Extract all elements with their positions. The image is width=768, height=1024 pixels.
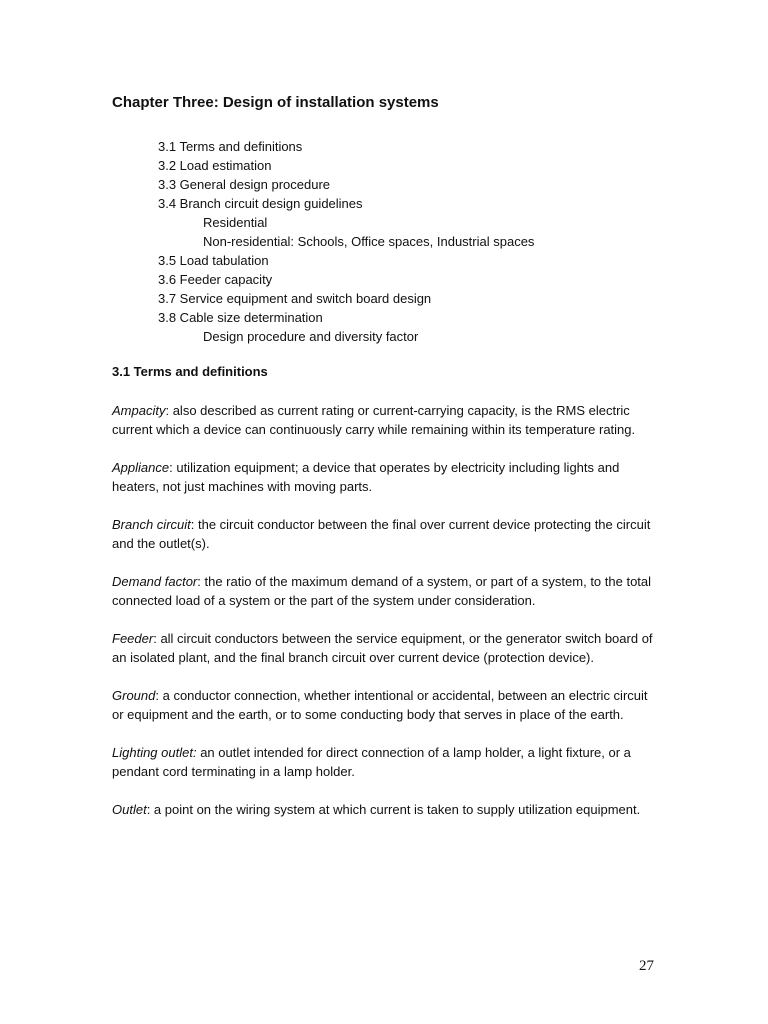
definition-text: the circuit conductor between the final over current device protecting the circuit and the outlet(s). xyxy=(112,517,651,551)
definition-ampacity xyxy=(112,401,657,439)
page-number: 27 xyxy=(639,958,654,974)
definition-text: a conductor connection, whether intentional or accidental, between an electric circuit or equipment and the earth, or to some conducting body that serves in place of the earth. xyxy=(112,688,648,722)
toc-subitem: Design procedure and diversity factor xyxy=(203,329,419,344)
definition-text: an outlet intended for direct connection of a lamp holder, a light fixture, or a pendant cord terminating in a lamp holder. xyxy=(112,745,631,779)
toc-item: 3.7 Service equipment and switch board design xyxy=(158,291,432,306)
toc-subitem: Residential xyxy=(203,215,268,230)
term-separator: : xyxy=(153,631,161,646)
term-separator: : xyxy=(197,574,205,589)
term-separator: : xyxy=(155,688,163,703)
table-of-contents xyxy=(158,137,534,346)
toc-item: 3.8 Cable size determination xyxy=(158,310,323,325)
definition-text: also described as current rating or current-carrying capacity, is the RMS electric current which a device can continuously carry while remaining within its temperature rating. xyxy=(112,403,636,437)
definition-term: Ampacity xyxy=(112,403,166,418)
section-heading: 3.1 Terms and definitions xyxy=(112,364,268,379)
definition-text: utilization equipment; a device that operates by electricity including lights and heaters, not just machines with moving parts. xyxy=(112,460,620,494)
definition-text: the ratio of the maximum demand of a system, or part of a system, to the total connected load of a system or the part of the system under consideration. xyxy=(112,574,652,608)
definition-branch-circuit xyxy=(112,515,657,553)
term-separator: : xyxy=(190,517,198,532)
chapter-title: Chapter Three: Design of installation systems xyxy=(112,94,439,111)
definition-feeder xyxy=(112,629,657,667)
definition-appliance xyxy=(112,458,657,496)
definition-term: Outlet xyxy=(112,802,147,817)
definition-ground xyxy=(112,686,657,724)
definition-text: a point on the wiring system at which current is taken to supply utilization equipment. xyxy=(153,802,641,817)
definition-term: Lighting outlet: xyxy=(112,745,197,760)
term-separator: : xyxy=(169,460,177,475)
definition-demand-factor xyxy=(112,572,657,610)
term-separator: : xyxy=(165,403,173,418)
toc-item: 3.1 Terms and definitions xyxy=(158,139,303,154)
definition-term: Appliance xyxy=(112,460,170,475)
toc-item: 3.2 Load estimation xyxy=(158,158,272,173)
definition-term: Ground xyxy=(112,688,156,703)
toc-subitem: Non-residential: Schools, Office spaces, Industrial spaces xyxy=(203,234,535,249)
toc-item: 3.5 Load tabulation xyxy=(158,253,269,268)
term-separator: : xyxy=(146,802,154,817)
toc-item: 3.6 Feeder capacity xyxy=(158,272,273,287)
definition-outlet xyxy=(112,800,657,819)
definition-term: Feeder xyxy=(112,631,154,646)
toc-item: 3.3 General design procedure xyxy=(158,177,331,192)
definition-term: Demand factor xyxy=(112,574,198,589)
definition-text: all circuit conductors between the service equipment, or the generator switch board of an isolated plant, and the final branch circuit over current device (protection device). xyxy=(112,631,653,665)
definitions-list xyxy=(112,401,657,838)
toc-item: 3.4 Branch circuit design guidelines xyxy=(158,196,363,211)
definition-term: Branch circuit xyxy=(112,517,191,532)
definition-lighting-outlet xyxy=(112,743,657,781)
